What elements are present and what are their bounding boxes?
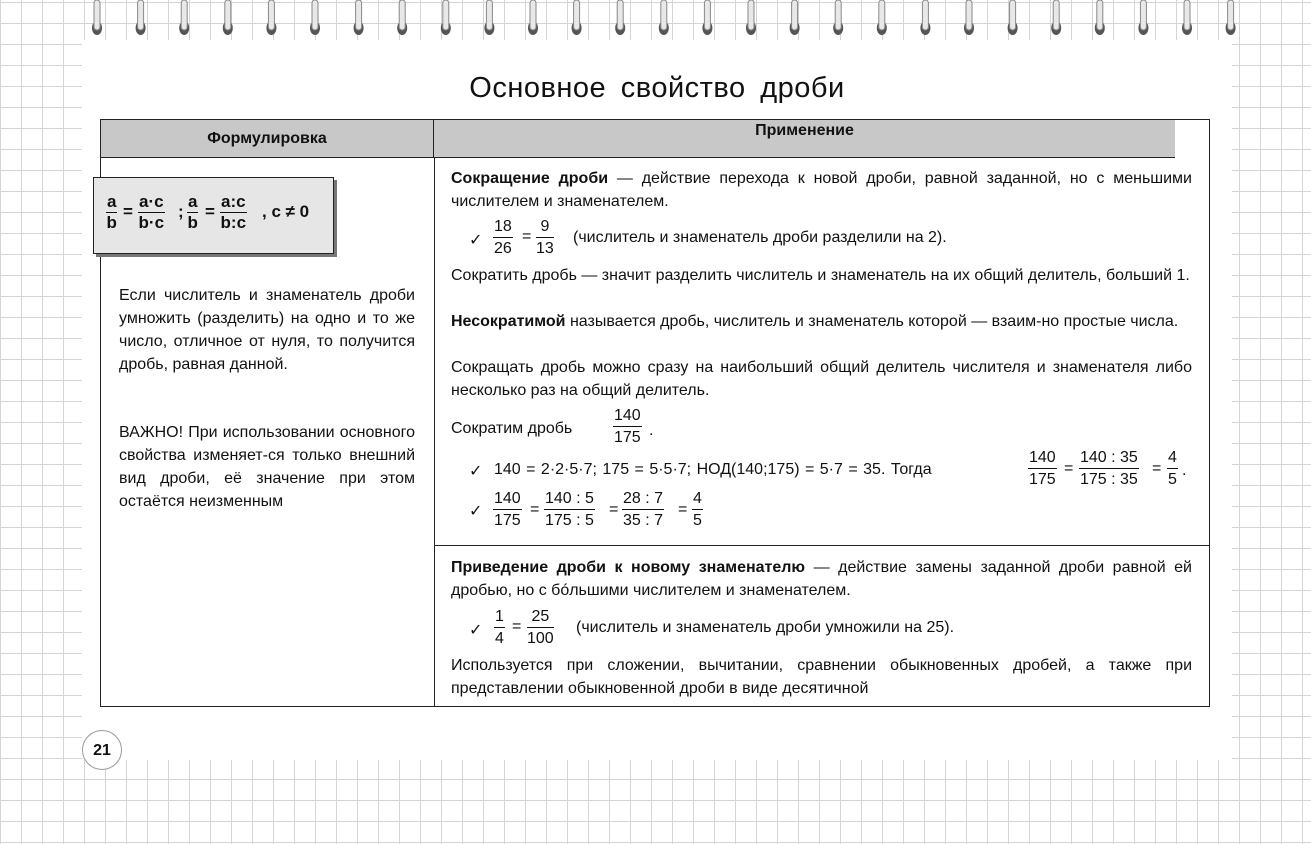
stepwise-fraction-1: 140 175 — [494, 490, 521, 529]
formula-fraction-adc-bdc: $\frac{a:c}{b:c}$ — [220, 192, 247, 232]
page-sheet — [82, 40, 1232, 760]
binding-ring — [572, 0, 582, 35]
irreducible-definition: Несократимой называется дробь, числитель и знаменатель которой — взаим-но простые числа. — [451, 313, 1179, 330]
extension-note: (числитель и знаменатель дроби умножили на 25). — [576, 619, 955, 636]
reduction-definition: Сокращение дроби — действие перехода к новой дроби, равной заданной, но с меньшими числителем и знаменателем. — [451, 170, 1192, 210]
reduction-rule: Сократить дробь — значит разделить числитель и знаменатель на их общий делитель, больший 1. — [451, 267, 1190, 284]
page-number: 21 — [82, 730, 122, 770]
binding-ring — [964, 0, 974, 35]
stepwise-fraction-4: 4 5 — [693, 490, 702, 529]
reduction-method: Сокращать дробь можно сразу на наибольший общий делитель числителя и знаменателя либо несколько раз на общий делитель. — [451, 359, 1192, 399]
task-fraction: 140 175 — [614, 407, 641, 446]
row-divider — [434, 545, 1209, 546]
formula-box — [93, 177, 334, 254]
page-title: Основное свойство дроби — [469, 72, 845, 104]
formula-separator: ; — [178, 202, 184, 221]
task-text: Сократим дробь — [451, 420, 573, 437]
gcd-computation: 140 = 2·2·5·7; 175 = 5·5·7; НОД(140;175) = 5·7 = 35. Тогда — [494, 461, 932, 478]
formula-fraction-ac-bc: $\frac{a\cdot c}{b\cdot c}$ — [138, 192, 165, 232]
binding-ring — [179, 0, 189, 35]
extension-term: Приведение дроби к новому знаменателю — [451, 559, 806, 576]
binding-ring — [1095, 0, 1105, 35]
check-icon: ✓ — [469, 232, 483, 249]
extension-usage: Используется при сложении, вычитании, сравнении обыкновенных дробей, а также при представлении обыкновенной дроби в виде десятичной — [451, 657, 1192, 697]
extension-fraction-25-100: 25 100 — [527, 608, 554, 647]
reduction-term: Сокращение дроби — [451, 170, 609, 187]
example-fraction-9-13: 9 13 — [536, 218, 554, 257]
gcd-fraction-1: 140 175 — [1029, 449, 1056, 488]
gcd-fraction-2: 140 : 35 175 : 35 — [1080, 449, 1138, 488]
stepwise-fraction-3: 28 : 7 35 : 7 — [623, 490, 664, 529]
check-icon: ✓ — [469, 463, 483, 480]
formula-equals: = — [123, 202, 133, 221]
binding-ring — [1051, 0, 1061, 35]
binding-ring — [1008, 0, 1018, 35]
binding-ring — [746, 0, 756, 35]
binding-ring — [659, 0, 669, 35]
header-application: Применение — [434, 120, 1175, 158]
check-icon: ✓ — [469, 622, 483, 639]
formula-fraction-a-b: $\frac{a}{b}$ — [106, 192, 117, 232]
formula-fraction-a-b-2: $\frac{a}{b}$ — [187, 192, 198, 232]
binding-ring — [441, 0, 451, 35]
extension-fraction-1-4: 1 4 — [495, 608, 504, 647]
binding-ring — [484, 0, 494, 35]
rule-statement: Если числитель и знаменатель дроби умножить (разделить) на одно и то же число, отличное от нуля, то получится дробь, равная данной. — [119, 287, 415, 373]
formula-condition: , c ≠ 0 — [262, 202, 310, 221]
column-divider — [434, 158, 435, 706]
binding-ring — [528, 0, 538, 35]
formula-equals-2: = — [205, 202, 215, 221]
binding-ring — [266, 0, 276, 35]
notebook-rings — [0, 0, 1311, 40]
gcd-fraction-3: 4 5 — [1168, 449, 1177, 488]
example-fraction-18-26: 18 26 — [494, 218, 512, 257]
binding-ring — [877, 0, 887, 35]
rules-table: Формулировка Применение $\frac{a}{b}$ = $\frac{a\cdot c}{b\cdot c}$ ; $\frac{a}{b}$ = $\frac{a:c}{b:c}$ , c ≠ 0 Если числитель и знаменатель дроби умножить (разделить) на одно и то же число, отличное от нуля, то получится дробь, равная данной. ВАЖНО! При использовании основного свойства изменяет-ся только внешний вид дроби, её значение при этом остаётся неизменным Сокращение дроби — действие перехода к новой дроби, равной заданной, но с меньшими числителем и знаменателем. ✓ 18 26 = 9 13 (числитель и знаменатель дроби разделили на 2). Сократить дробь — значит разделить числитель и знаменатель на их общий делитель, больший 1. Несократимой называется дробь, числитель и знаменатель которой — взаим-но простые числа. Сокращать дробь можно сразу на наибольший общий делитель числителя и знаменателя либо несколько раз на общий делитель. Сократим дробь 140 175 . ✓ 140 = 2·2·5·7; 175 = 5·5·7; НОД(140;175) = 5·7 = 35. Тогда 140 175 = 140 : 35 175 : 35 = 4 5 . ✓ 140 175 = 140 : 5 175 : 5 = 28 : 7 35 : 7 = 4 5 Приведение дроби к новому знаменателю — действие замены заданной дроби равной ей дробью, но с бóльшими числителем и знаменателем. ✓ 1 4 = 25 100 (числитель и знаменатель дроби умножили на 25). Используется при сложении, вычитании, сравнении обыкновенных дробей, а также при представлении обыкновенной дроби в виде десятичной — [100, 119, 1210, 707]
stepwise-fraction-2: 140 : 5 175 : 5 — [545, 490, 594, 529]
binding-ring — [223, 0, 233, 35]
binding-ring — [397, 0, 407, 35]
important-note: ВАЖНО! При использовании основного свойства изменяет-ся только внешний вид дроби, её значение при этом остаётся неизменным — [119, 424, 415, 510]
binding-ring — [1138, 0, 1148, 35]
binding-ring — [1226, 0, 1236, 35]
binding-ring — [790, 0, 800, 35]
binding-ring — [92, 0, 102, 35]
binding-ring — [354, 0, 364, 35]
example-equals: = — [522, 228, 532, 245]
example-note: (числитель и знаменатель дроби разделили на 2). — [573, 229, 947, 246]
extension-definition: Приведение дроби к новому знаменателю — действие замены заданной дроби равной ей дробью, но с бóльшими числителем и знаменателем. — [451, 559, 1192, 599]
binding-ring — [1182, 0, 1192, 35]
check-icon: ✓ — [469, 503, 483, 520]
binding-ring — [310, 0, 320, 35]
binding-ring — [702, 0, 712, 35]
binding-ring — [920, 0, 930, 35]
binding-ring — [615, 0, 625, 35]
binding-ring — [833, 0, 843, 35]
header-formulation: Формулировка — [101, 120, 434, 158]
binding-ring — [136, 0, 146, 35]
